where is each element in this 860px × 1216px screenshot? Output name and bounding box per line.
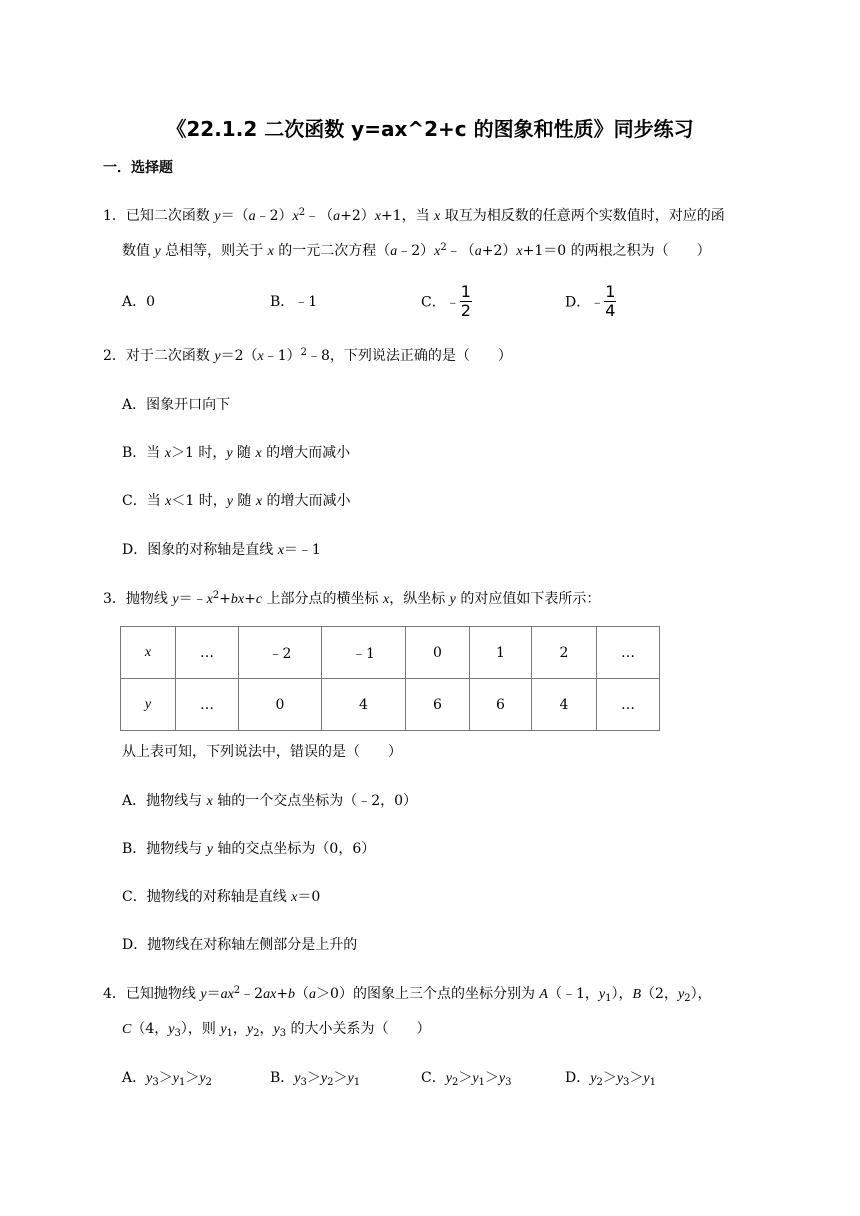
q1-stem-line1: 1．已知二次函数 $y=(a﹣2)x^2﹣(a+2)x+1$，当 x 取互为相反数的任意两个实数值时，对应的函 <box>103 207 725 224</box>
table-cell: 6 <box>406 679 470 731</box>
value-table <box>120 626 660 731</box>
q3-option-d: D．抛物线在对称轴左侧部分是上升的 <box>122 937 358 953</box>
q1-option-d: D．﹣ $\frac{1}{4}$ <box>565 282 616 320</box>
q4-option-c: C．$y_2>y_1>y_3$ <box>421 1070 512 1088</box>
q4-option-d: D．$y_2>y_3>y_1$ <box>565 1070 657 1088</box>
table-row <box>121 679 660 731</box>
section-heading: 一．选择题 <box>103 160 173 176</box>
table-cell: 1 <box>470 627 532 679</box>
table-cell: ﹣1 <box>322 627 406 679</box>
table-cell: y <box>121 679 176 731</box>
q3-stem: 3．抛物线 $y=﹣x^2+bx+c$ 上部分点的横坐标 x，纵坐标 y 的对应值如下表所示： <box>103 590 601 607</box>
q2-stem: 2．对于二次函数 y＝2（x﹣1）$^2$﹣8，下列说法正确的是（ ） <box>103 347 512 364</box>
table-cell: 4 <box>532 679 597 731</box>
table-cell: … <box>176 679 239 731</box>
table-cell: x <box>121 627 176 679</box>
fraction: $\frac{1}{4}$ <box>605 282 616 320</box>
table-row <box>121 627 660 679</box>
q4-stem-line1: 4．已知抛物线 $y=ax^2﹣2ax+b(a>0)$的图象上三个点的坐标分别为 A（﹣1，$y_1$），B（2，$y_2$）， <box>103 985 712 1004</box>
q1-option-a: A．0 <box>122 294 156 310</box>
q2-option-d: D．图象的对称轴是直线 x＝﹣1 <box>122 542 321 558</box>
q3-option-a: A．抛物线与 x 轴的一个交点坐标为（﹣2，0） <box>122 793 418 809</box>
q4-option-b: B．$y_3>y_2>y_1$ <box>270 1070 361 1088</box>
q4-option-a: A．$y_3>y_1>y_2$ <box>122 1070 212 1088</box>
table-cell: … <box>597 627 660 679</box>
q2-option-c: C．当 x＜1 时，y 随 x 的增大而减小 <box>122 493 351 509</box>
fraction: $\frac{1}{2}$ <box>460 282 471 320</box>
q3-option-b: B．抛物线与 y 轴的交点坐标为（0，6） <box>122 841 376 857</box>
q1-option-c: C．﹣ $\frac{1}{2}$ <box>421 282 471 320</box>
table-cell: 6 <box>470 679 532 731</box>
table-cell: 4 <box>322 679 406 731</box>
q3-option-c: C．抛物线的对称轴是直线 x＝0 <box>122 889 321 905</box>
table-cell: ﹣2 <box>239 627 322 679</box>
q1-option-b: B．﹣1 <box>270 294 318 310</box>
table-cell: 0 <box>406 627 470 679</box>
q3-after-table: 从上表可知，下列说法中，错误的是（ ） <box>122 744 402 760</box>
table-cell: … <box>597 679 660 731</box>
table-cell: … <box>176 627 239 679</box>
table-cell: 0 <box>239 679 322 731</box>
page-title: 《22.1.2 二次函数 y=ax^2+c 的图象和性质》同步练习 <box>166 117 694 141</box>
q4-stem-line2: C（4，$y_3$），则 $y_1$，$y_2$，$y_3$ 的大小关系为（ ） <box>122 1021 431 1039</box>
table-cell: 2 <box>532 627 597 679</box>
q2-option-b: B．当 x＞1 时，y 随 x 的增大而减小 <box>122 445 351 461</box>
q1-stem-line2: 数值 y 总相等，则关于 x 的一元二次方程$(a﹣2)x^2﹣(a+2)x+1=0$ 的两根之积为（ ） <box>122 242 711 259</box>
q2-option-a: A．图象开口向下 <box>122 397 231 413</box>
